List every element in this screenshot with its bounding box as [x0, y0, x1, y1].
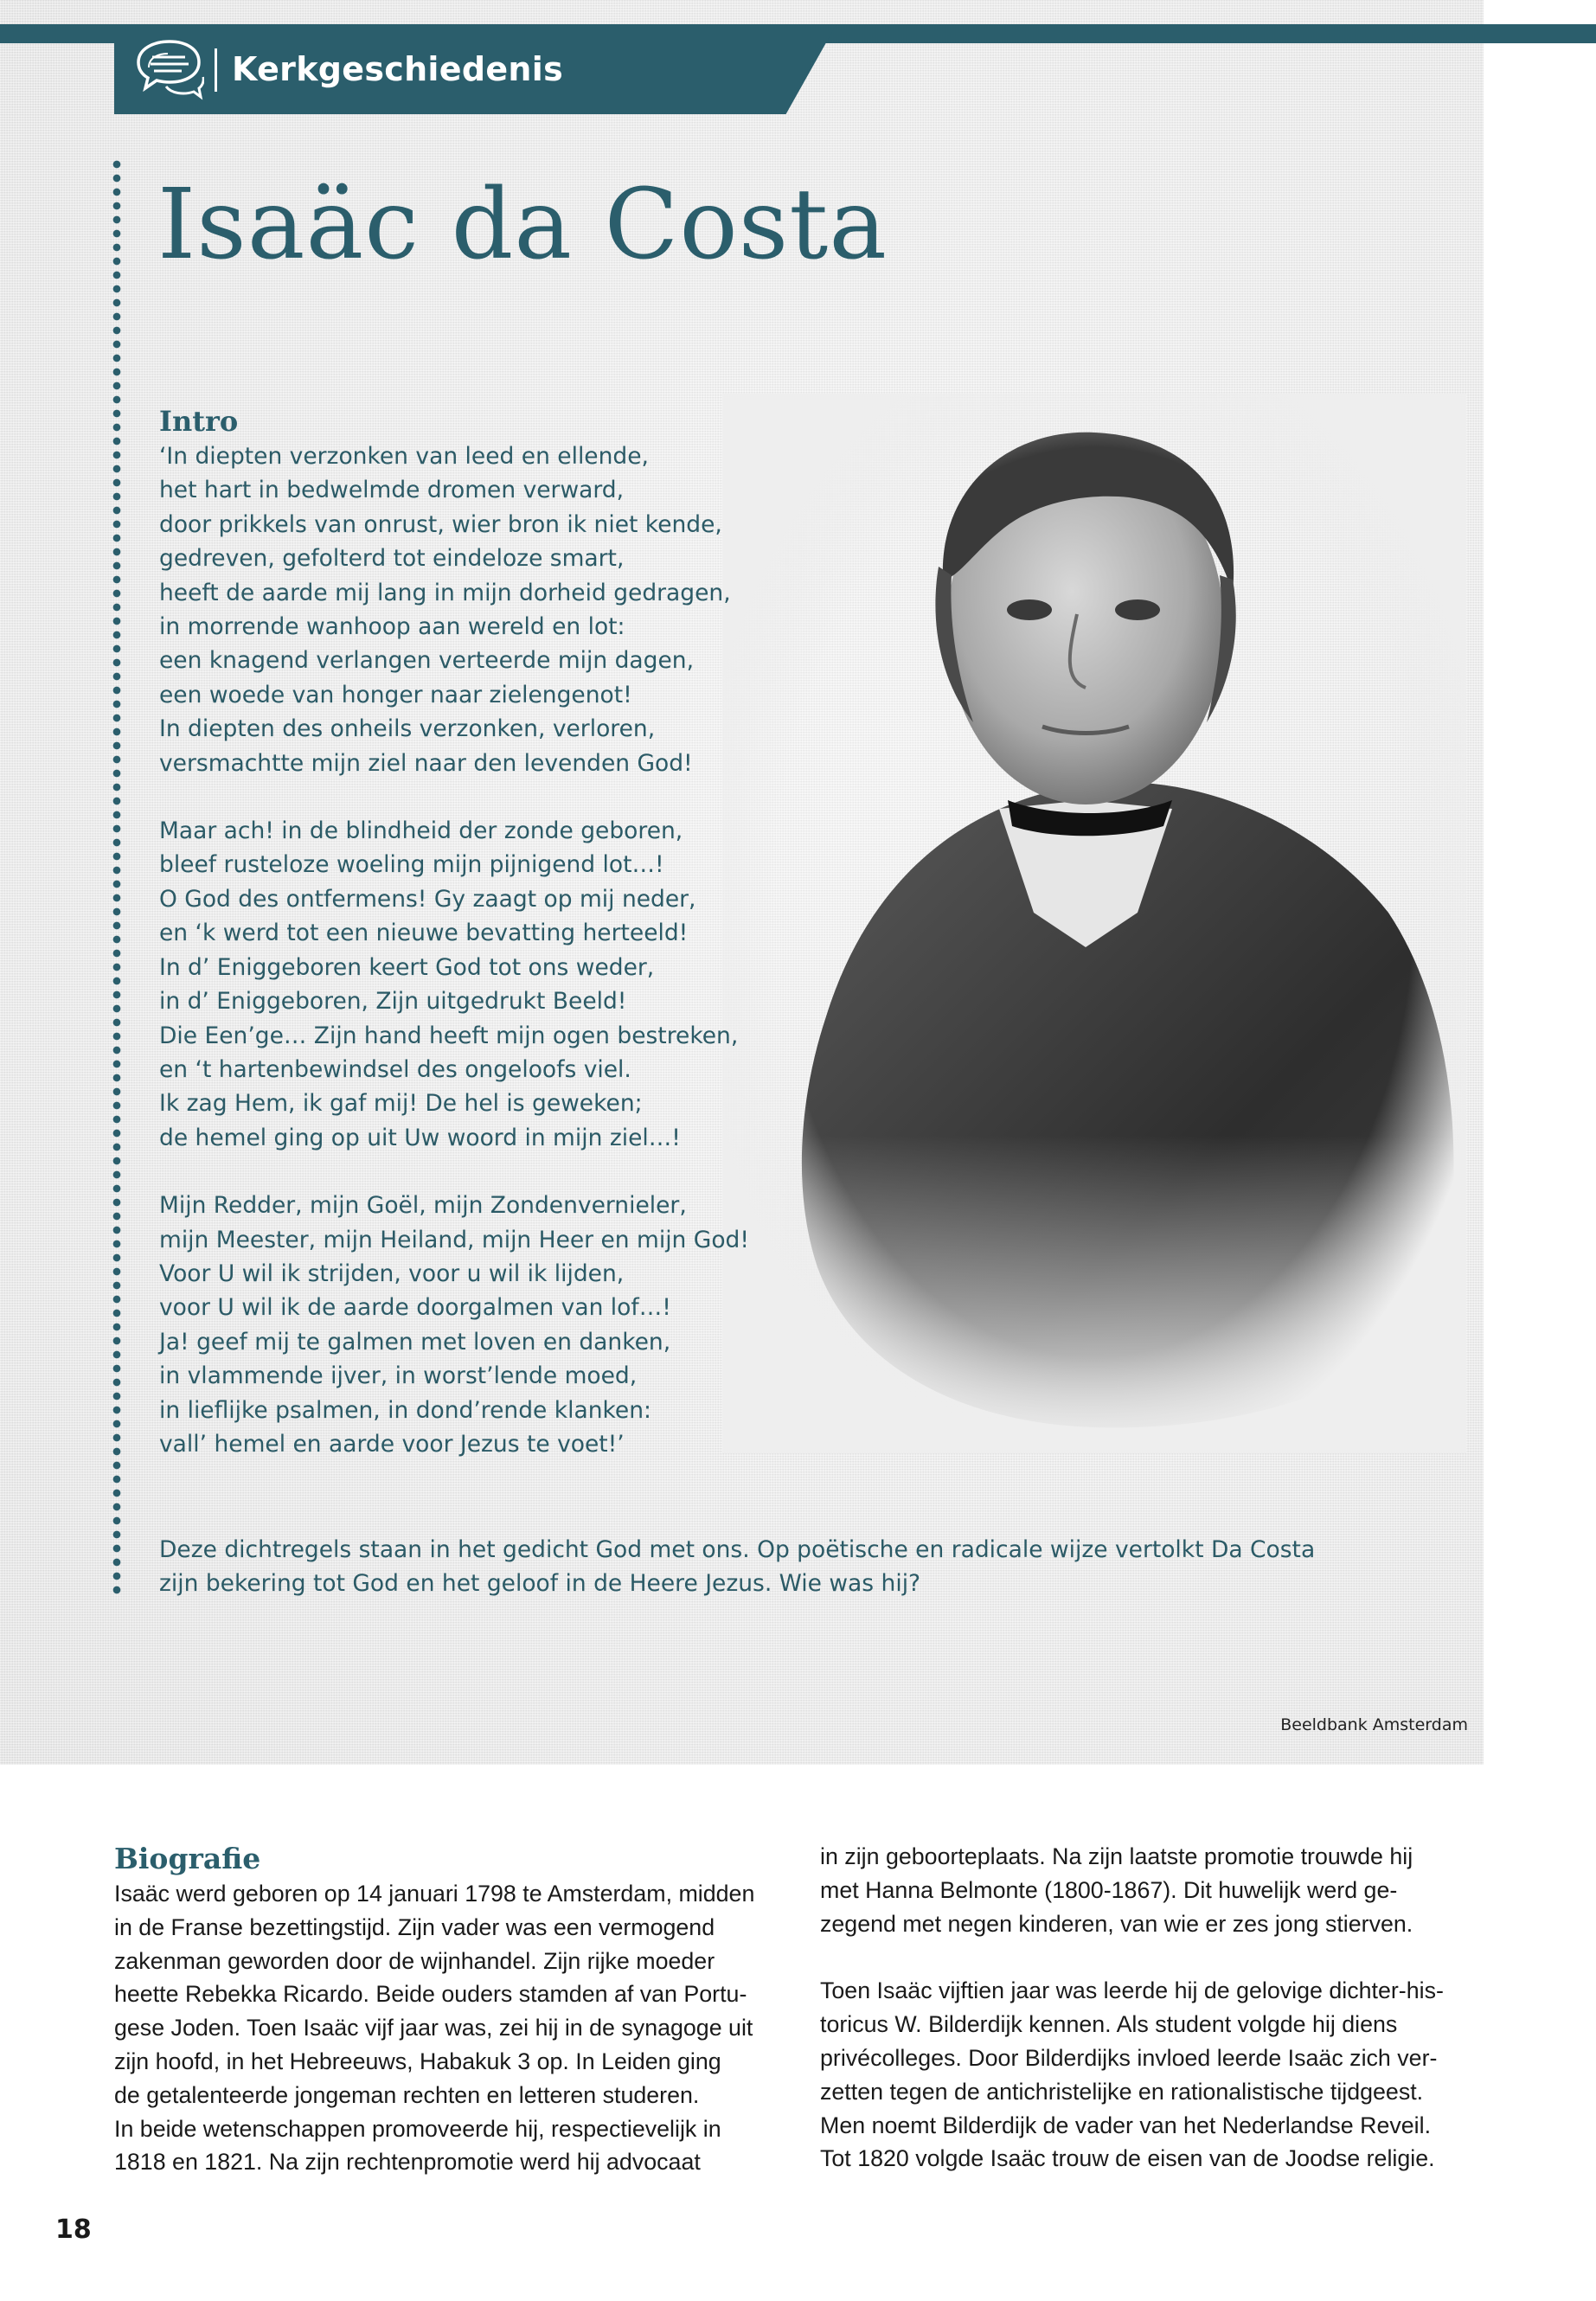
poem-stanza: [159, 439, 782, 780]
poem-line: Maar ach! in de blindheid der zonde geboren,: [159, 817, 683, 845]
body-line: In beide wetenschappen promoveerde hij, respectievelijk in: [114, 2115, 721, 2142]
intro-note: [159, 1533, 1370, 1601]
poem-line: en ‘t hartenbewindsel des ongeloofs viel.: [159, 1055, 631, 1083]
body-line: de getalenteerde jongeman rechten en letteren studeren.: [114, 2081, 700, 2108]
poem-line: Mijn Redder, mijn Goël, mijn Zondenvernieler,: [159, 1192, 687, 1220]
poem-line: en ‘k werd tot een nieuwe bevatting herteeld!: [159, 920, 689, 947]
article-title: Isaäc da Costa: [157, 169, 888, 281]
poem-line: voor U wil ik de aarde doorgalmen van lof…!: [159, 1294, 671, 1322]
poem-line: In diepten des onheils verzonken, verloren,: [159, 715, 656, 743]
intro-note-line: zijn bekering tot God en het geloof in de Heere Jezus. Wie was hij?: [159, 1570, 921, 1598]
body-line: in zijn geboorteplaats. Na zijn laatste promotie trouwde hij: [820, 1843, 1413, 1869]
poem-line: heeft de aarde mij lang in mijn dorheid gedragen,: [159, 579, 731, 606]
poem-line: in morrende wanhoop aan wereld en lot:: [159, 613, 625, 641]
section-label: Kerkgeschiedenis: [232, 50, 563, 88]
intro-note-line: Deze dichtregels staan in het gedicht God met ons. Op poëtische en radicale wijze vertolkt Da Costa: [159, 1536, 1316, 1563]
poem-line: Voor U wil ik strijden, voor u wil ik lijden,: [159, 1259, 625, 1287]
poem-stanza: [159, 814, 782, 1155]
body-line: in de Franse bezettingstijd. Zijn vader was een vermogend: [114, 1913, 715, 1940]
body-line: met Hanna Belmonte (1800-1867). Dit huwelijk werd ge-: [820, 1876, 1398, 1903]
poem-line: O God des ontfermens! Gy zaagt op mij neder,: [159, 885, 696, 913]
poem-line: een knagend verlangen verteerde mijn dagen,: [159, 647, 695, 675]
biography-heading: Biografie: [114, 1842, 261, 1875]
poem-stanza: [159, 1189, 782, 1461]
portrait-image: [722, 394, 1466, 1453]
dotted-rule: [112, 157, 122, 1597]
biography-paragraph: [820, 1974, 1484, 2176]
body-line: toricus W. Bilderdijk kennen. Als student volgde hij diens: [820, 2011, 1398, 2038]
body-line: Tot 1820 volgde Isaäc trouw de eisen van de Joodse religie.: [820, 2145, 1435, 2172]
poem-line: in vlammende ijver, in worst’lende moed,: [159, 1362, 638, 1390]
poem-line: versmachtte mijn ziel naar den levenden God!: [159, 749, 693, 777]
speech-bubbles-icon: [131, 36, 204, 102]
poem-line: vall’ hemel en aarde voor Jezus te voet!’: [159, 1430, 625, 1458]
body-line: gese Joden. Toen Isaäc vijf jaar was, zei hij in de synagoge uit: [114, 2015, 753, 2041]
poem-line: een woede van honger naar zielengenot!: [159, 681, 632, 708]
poem-line: ‘In diepten verzonken van leed en ellende,: [159, 443, 649, 470]
poem-line: in d’ Eniggeboren, Zijn uitgedrukt Beeld!: [159, 988, 627, 1016]
body-line: zijn hoofd, in het Hebreeuws, Habakuk 3 op. In Leiden ging: [114, 2048, 721, 2074]
body-line: heette Rebekka Ricardo. Beide ouders stamden af van Portu-: [114, 1981, 747, 2008]
section-separator: [215, 48, 217, 92]
biography-column-left: [114, 1877, 777, 2213]
body-line: 1818 en 1821. Na zijn rechtenpromotie werd hij advocaat: [114, 2149, 701, 2176]
body-line: zegend met negen kinderen, van wie er zes jong stierven.: [820, 1910, 1413, 1937]
page-number: 18: [55, 2214, 92, 2245]
body-line: Men noemt Bilderdijk de vader van het Nederlandse Reveil.: [820, 2112, 1432, 2138]
body-line: privécolleges. Door Bilderdijks invloed leerde Isaäc zich ver-: [820, 2044, 1438, 2071]
poem-line: mijn Meester, mijn Heiland, mijn Heer en mijn God!: [159, 1226, 749, 1253]
photo-credit: Beeldbank Amsterdam: [1280, 1715, 1468, 1734]
body-line: Toen Isaäc vijftien jaar was leerde hij de gelovige dichter-his-: [820, 1977, 1444, 2004]
body-line: zetten tegen de antichristelijke en rationalistische tijdgeest.: [820, 2078, 1424, 2105]
poem-line: de hemel ging op uit Uw woord in mijn ziel…!: [159, 1124, 681, 1151]
poem-line: het hart in bedwelmde dromen verward,: [159, 477, 625, 504]
body-line: zakenman geworden door de wijnhandel. Zijn rijke moeder: [114, 1947, 715, 1974]
poem: [159, 439, 782, 1495]
intro-heading: Intro: [159, 405, 239, 438]
biography-column-right: [820, 1840, 1484, 2209]
poem-line: door prikkels van onrust, wier bron ik niet kende,: [159, 510, 722, 538]
biography-paragraph: [114, 1877, 777, 2179]
poem-line: Ja! geef mij te galmen met loven en danken,: [159, 1328, 671, 1356]
poem-line: Die Een’ge… Zijn hand heeft mijn ogen bestreken,: [159, 1022, 739, 1049]
poem-line: In d’ Eniggeboren keert God tot ons weder,: [159, 953, 655, 981]
body-line: Isaäc werd geboren op 14 januari 1798 te Amsterdam, midden: [114, 1881, 755, 1907]
biography-paragraph: [820, 1840, 1484, 1940]
poem-line: bleef rusteloze woeling mijn pijnigend lot…!: [159, 851, 664, 879]
poem-line: Ik zag Hem, ik gaf mij! De hel is geweken;: [159, 1090, 643, 1118]
poem-line: gedreven, gefolterd tot eindeloze smart,: [159, 545, 625, 573]
poem-line: in lieflijke psalmen, in dond’rende klanken:: [159, 1396, 651, 1424]
